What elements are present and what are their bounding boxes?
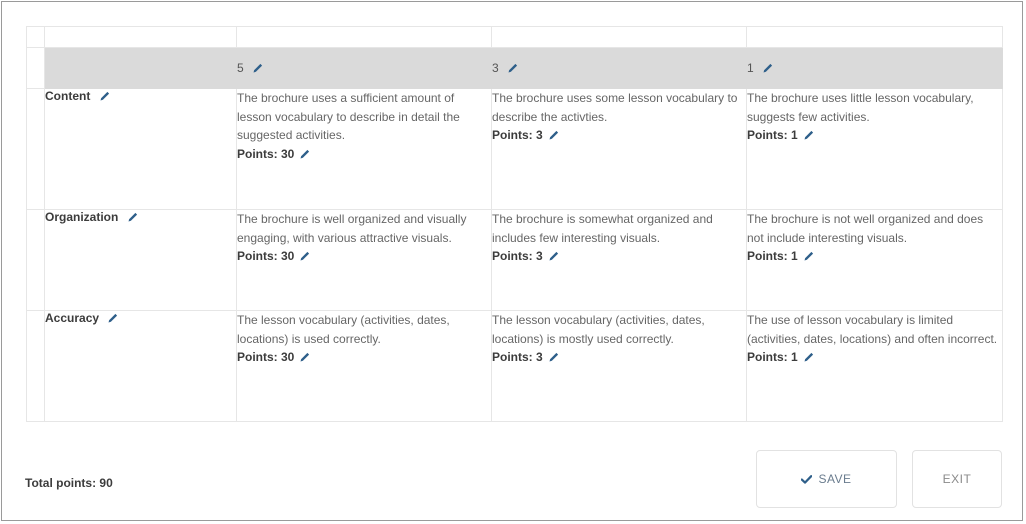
pencil-icon[interactable] <box>99 90 111 102</box>
rubric-cell <box>237 210 492 311</box>
rubric-cell <box>237 311 492 422</box>
points-value: Points: 1 <box>747 350 798 364</box>
criterion-cell <box>45 210 237 311</box>
pencil-icon[interactable] <box>803 351 815 363</box>
points-value: Points: 3 <box>492 350 543 364</box>
points-value: Points: 3 <box>492 128 543 142</box>
cell-description: The lesson vocabulary (activities, dates, locations) is used correctly. <box>237 313 450 346</box>
criterion-cell <box>45 311 237 422</box>
criterion-name: Organization <box>45 210 119 224</box>
rubric-table <box>26 26 1003 422</box>
cell-points <box>747 348 1002 367</box>
points-value: Points: 3 <box>492 249 543 263</box>
cell-description: The brochure is well organized and visually engaging, with various attractive visuals. <box>237 212 467 245</box>
pencil-icon[interactable] <box>299 351 311 363</box>
pencil-icon[interactable] <box>299 148 311 160</box>
points-value: Points: 1 <box>747 249 798 263</box>
level-header-row <box>27 48 1003 89</box>
save-label: SAVE <box>818 472 852 486</box>
rubric-cell <box>747 89 1003 210</box>
criteria-header-empty <box>45 48 237 89</box>
level-label: 5 <box>237 61 244 75</box>
rubric-cell <box>237 89 492 210</box>
criterion-cell <box>45 89 237 210</box>
rubric-cell <box>492 210 747 311</box>
rubric-cell <box>492 311 747 422</box>
level-header-3 <box>492 48 747 89</box>
cell-description: The brochure uses a sufficient amount of lesson vocabulary to describe in detail the suggested activities. <box>237 91 460 142</box>
exit-button[interactable] <box>912 450 1002 508</box>
criterion-name: Content <box>45 89 91 103</box>
points-value: Points: 30 <box>237 350 295 364</box>
rubric-cell <box>747 210 1003 311</box>
pencil-icon[interactable] <box>548 250 560 262</box>
rubric-cell <box>492 89 747 210</box>
pencil-icon[interactable] <box>803 250 815 262</box>
pencil-icon[interactable] <box>127 211 139 223</box>
cell-points <box>747 126 1002 145</box>
pencil-icon[interactable] <box>762 62 774 74</box>
cell-description: The brochure uses some lesson vocabulary to describe the activties. <box>492 91 738 124</box>
rubric-editor <box>1 1 1023 521</box>
cell-description: The lesson vocabulary (activities, dates, locations) is mostly used correctly. <box>492 313 705 346</box>
spacer-row <box>27 27 1003 48</box>
pencil-icon[interactable] <box>507 62 519 74</box>
save-button[interactable] <box>756 450 897 508</box>
level-header-1 <box>747 48 1003 89</box>
cell-points <box>237 145 491 164</box>
level-label: 1 <box>747 61 754 75</box>
criterion-name: Accuracy <box>45 311 100 325</box>
pencil-icon[interactable] <box>252 62 264 74</box>
cell-points <box>492 126 746 145</box>
criterion-row-accuracy <box>27 311 1003 422</box>
level-label: 3 <box>492 61 499 75</box>
exit-label: EXIT <box>942 472 972 486</box>
pencil-icon[interactable] <box>299 250 311 262</box>
pencil-icon[interactable] <box>548 351 560 363</box>
criterion-row-content <box>27 89 1003 210</box>
pencil-icon[interactable] <box>548 129 560 141</box>
points-value: Points: 30 <box>237 249 295 263</box>
cell-description: The brochure is not well organized and does not include interesting visuals. <box>747 212 984 245</box>
cell-points <box>492 247 746 266</box>
cell-points <box>237 247 491 266</box>
criterion-row-organization <box>27 210 1003 311</box>
cell-description: The brochure is somewhat organized and includes few interesting visuals. <box>492 212 713 245</box>
cell-description: The brochure uses little lesson vocabulary, suggests few activities. <box>747 91 974 124</box>
level-header-5 <box>237 48 492 89</box>
points-value: Points: 30 <box>237 146 295 161</box>
pencil-icon[interactable] <box>107 312 119 324</box>
cell-points <box>492 348 746 367</box>
points-value: Points: 1 <box>747 128 798 142</box>
cell-points <box>747 247 1002 266</box>
rubric-cell <box>747 311 1003 422</box>
pencil-icon[interactable] <box>803 129 815 141</box>
cell-points <box>237 348 491 367</box>
cell-description: The use of lesson vocabulary is limited (activities, dates, locations) and often incorrect. <box>747 313 998 346</box>
check-icon <box>801 475 812 484</box>
total-points: Total points: 90 <box>25 476 113 490</box>
